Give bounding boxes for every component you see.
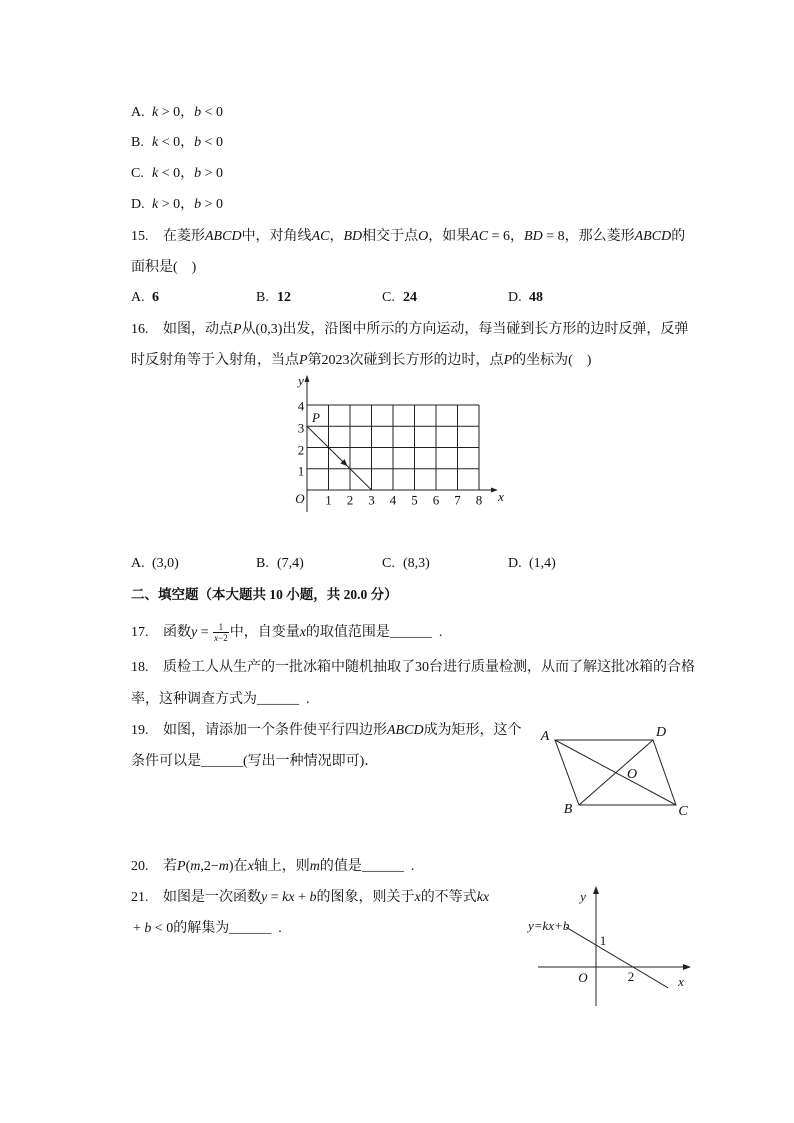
math-variable: m (190, 859, 201, 874)
text-run: 如图，动点 (163, 322, 233, 337)
text-run: 条件可以是______(写出一种情况即可)． (131, 754, 379, 769)
option-text (152, 105, 223, 120)
text-run: 48 (529, 290, 543, 305)
option-label: A. (131, 290, 145, 305)
text-run: < 0 (201, 135, 224, 150)
text-run: 成为矩形，这个 (423, 723, 522, 738)
text-run: 率，这种调查方式为______ . (131, 692, 310, 707)
text-run: 的图象，则关于 (316, 890, 415, 905)
option-text (152, 197, 223, 212)
q16-option-c (382, 554, 430, 574)
math-variable: O (418, 229, 429, 244)
question-text (133, 921, 282, 936)
y-axis-label: y (298, 373, 304, 388)
text-run: (7,4) (277, 556, 304, 571)
option-label: D. (508, 556, 522, 571)
text-run: 24 (403, 290, 417, 305)
vertex-b-label: B (563, 802, 573, 817)
math-variable: x (247, 859, 254, 874)
text-run: + (294, 890, 310, 905)
question-text (131, 754, 378, 769)
q21-line1 (131, 888, 489, 908)
q19-line2 (131, 752, 378, 772)
question-text (163, 723, 522, 738)
option-text (152, 556, 179, 571)
option-text (403, 290, 417, 305)
option-text (529, 290, 543, 305)
math-variable: kx (476, 890, 490, 905)
text-run: 中，自变量 (229, 624, 300, 640)
option-text (152, 135, 223, 150)
function-line-label: y=kx+b (528, 918, 570, 933)
x-tick-label: 3 (368, 492, 375, 508)
origin-label: O (578, 970, 588, 985)
fraction-numerator (213, 622, 229, 633)
math-variable: P (299, 353, 308, 368)
q18-line2 (131, 690, 310, 710)
math-variable: b (194, 105, 202, 120)
math-variable: y (191, 624, 198, 640)
x-tick-label: 1 (325, 492, 332, 508)
y-tick-label: 2 (297, 442, 305, 458)
option-label: A. (131, 556, 145, 571)
q15-option-b (256, 288, 291, 308)
text-run: 的 (671, 229, 686, 244)
y-tick-label: 4 (297, 398, 305, 414)
question-number: 17. (131, 624, 149, 640)
text-run: 12 (277, 290, 291, 305)
parallelogram-figure (530, 720, 700, 825)
text-run: = (197, 624, 213, 640)
math-variable: b (194, 135, 202, 150)
question-text (163, 322, 688, 337)
math-variable: x (214, 633, 219, 643)
question-text (131, 260, 196, 275)
q14-option-a (131, 103, 223, 123)
text-run: 第2023次碰到长方形的边时，点 (307, 353, 504, 368)
text-run: 相交于点 (362, 229, 419, 244)
math-variable: b (309, 890, 317, 905)
text-run: = 8，那么菱形 (542, 229, 635, 244)
text-run: > 0 (201, 166, 224, 181)
question-number: 16. (131, 322, 149, 337)
q19-line1 (131, 721, 522, 741)
option-text (529, 556, 556, 571)
text-run: ( (185, 859, 191, 874)
text-run: 若 (163, 859, 177, 874)
text-run: (8,3) (403, 556, 430, 571)
rectangle-grid-figure (280, 368, 520, 518)
origin-label: O (295, 491, 305, 506)
text-run: )在 (228, 859, 248, 874)
math-variable: m (218, 859, 229, 874)
text-run: ，如果 (428, 229, 471, 244)
center-o-label: O (626, 767, 638, 782)
math-variable: b (144, 921, 152, 936)
option-label: B. (256, 556, 269, 571)
math-variable: k (152, 197, 159, 212)
option-text (277, 290, 291, 305)
math-variable: b (194, 197, 202, 212)
q15-line2 (131, 258, 196, 278)
text-run: 面积是( ) (131, 260, 197, 275)
text-run: 轴上，则 (253, 859, 310, 874)
option-label: C. (382, 556, 395, 571)
text-run: ,2− (200, 859, 219, 874)
q15-line1 (131, 227, 685, 247)
text-run: > 0， (158, 197, 195, 212)
question-text (163, 622, 443, 643)
text-run: 6 (152, 290, 159, 305)
text-run: 在菱形 (163, 229, 205, 244)
math-variable: k (152, 105, 159, 120)
q15-option-a (131, 288, 159, 308)
text-run: 的坐标为( ) (512, 353, 592, 368)
math-variable: b (194, 166, 202, 181)
option-text (152, 290, 159, 305)
text-run: (1,4) (529, 556, 556, 571)
question-number: 21. (131, 890, 149, 905)
text-run: < 0， (158, 166, 195, 181)
option-label: B. (131, 135, 144, 150)
text-run: < 0 (201, 105, 224, 120)
text-run: 时反射角等于入射角，当点 (131, 353, 299, 368)
text-run: 的值是______ . (319, 859, 415, 874)
math-variable: m (309, 859, 320, 874)
math-variable: AC (311, 229, 330, 244)
vertex-d-label: D (655, 725, 667, 740)
x-tick-label: 7 (454, 492, 461, 508)
question-number: 18. (131, 660, 149, 675)
section-heading: 二、填空题（本大题共 10 小题，共 20.0 分） (131, 587, 398, 602)
x-intercept-label: 2 (627, 969, 635, 984)
question-number: 20. (131, 859, 149, 874)
math-variable: kx (282, 890, 295, 905)
math-variable: P (503, 353, 513, 368)
x-tick-label: 2 (346, 492, 354, 508)
y-axis-arrow (305, 375, 310, 382)
vertex-a-label: A (540, 729, 550, 744)
text-run: −2 (218, 633, 228, 643)
text-run: 函数 (163, 624, 191, 640)
x-tick-label: 4 (389, 492, 397, 508)
option-label: C. (382, 290, 395, 305)
option-label: B. (256, 290, 269, 305)
option-label: A. (131, 105, 145, 120)
text-run: 1 (218, 622, 224, 632)
y-intercept-label: 1 (599, 933, 607, 948)
question-text (163, 660, 695, 675)
text-run: < 0的解集为______ . (151, 921, 282, 936)
q20-line1 (131, 857, 414, 877)
math-variable: x (414, 890, 421, 905)
linear-function-graph (520, 880, 700, 1010)
text-run: = (267, 890, 283, 905)
math-variable: ABCD (634, 229, 672, 244)
q16-option-a (131, 554, 179, 574)
question-text (131, 353, 591, 368)
q16-option-b (256, 554, 304, 574)
math-variable: P (233, 322, 242, 337)
math-variable: P (177, 859, 186, 874)
x-axis-arrow (683, 964, 691, 970)
grid-lines (307, 405, 479, 490)
math-variable: BD (343, 229, 363, 244)
option-label: D. (508, 290, 522, 305)
math-variable: x (299, 624, 306, 640)
math-variable: AC (470, 229, 489, 244)
fraction (213, 622, 229, 643)
math-variable: ABCD (205, 229, 242, 244)
q16-option-d (508, 554, 556, 574)
question-number: 19. (131, 723, 149, 738)
text-run: = 6， (488, 229, 525, 244)
vertex-c-label: C (678, 804, 688, 819)
x-axis-arrow (491, 488, 498, 493)
q14-option-b (131, 133, 223, 153)
text-run: 如图是一次函数 (163, 890, 261, 905)
y-tick-label: 3 (297, 420, 305, 436)
text-run: 的不等式 (420, 890, 477, 905)
option-label: D. (131, 197, 145, 212)
option-text (277, 556, 304, 571)
y-tick-label: 1 (297, 463, 305, 479)
q18-line1 (131, 658, 695, 678)
option-label: C. (131, 166, 144, 181)
option-text (152, 166, 223, 181)
question-text (131, 692, 310, 707)
x-tick-label: 6 (432, 492, 440, 508)
question-number: 15. (131, 229, 149, 244)
y-axis-label: y (580, 889, 586, 904)
q15-option-c (382, 288, 417, 308)
question-text (163, 229, 685, 244)
text-run: 质检工人从生产的一批冰箱中随机抽取了30台进行质量检测，从而了解这批冰箱的合格 (163, 660, 695, 675)
text-run: > 0， (158, 105, 195, 120)
x-tick-label: 8 (475, 492, 483, 508)
math-variable: ABCD (387, 723, 424, 738)
q17-line1 (131, 622, 442, 642)
x-tick-label: 5 (411, 492, 418, 508)
q16-line1 (131, 320, 688, 340)
question-text (163, 890, 489, 905)
math-variable: k (152, 166, 159, 181)
x-axis-label: x (678, 974, 684, 989)
text-run: 的取值范围是______ . (305, 624, 443, 640)
motion-path (307, 426, 372, 490)
text-run: ， (329, 229, 344, 244)
text-run: 中，对角线 (241, 229, 312, 244)
q14-option-d (131, 195, 223, 215)
text-run: 从(0,3)出发，沿图中所示的方向运动，每当碰到长方形的边时反弹，反弹 (241, 322, 689, 337)
text-run: > 0 (201, 197, 224, 212)
math-variable: BD (524, 229, 543, 244)
option-text (403, 556, 430, 571)
y-axis-arrow (593, 886, 599, 894)
math-variable: k (152, 135, 159, 150)
q14-option-c (131, 164, 223, 184)
text-run: + (133, 921, 145, 936)
q21-line2 (133, 919, 282, 939)
fraction-denominator (213, 633, 229, 643)
text-run: 如图，请添加一个条件使平行四边形 (163, 723, 387, 738)
math-variable: y (261, 890, 268, 905)
point-p-label: P (312, 410, 320, 425)
q15-option-d (508, 288, 543, 308)
text-run: (3,0) (152, 556, 179, 571)
text-run: < 0， (158, 135, 195, 150)
question-text (163, 859, 414, 874)
x-axis-label: x (498, 489, 504, 504)
parallelogram-diagonals (555, 740, 676, 805)
